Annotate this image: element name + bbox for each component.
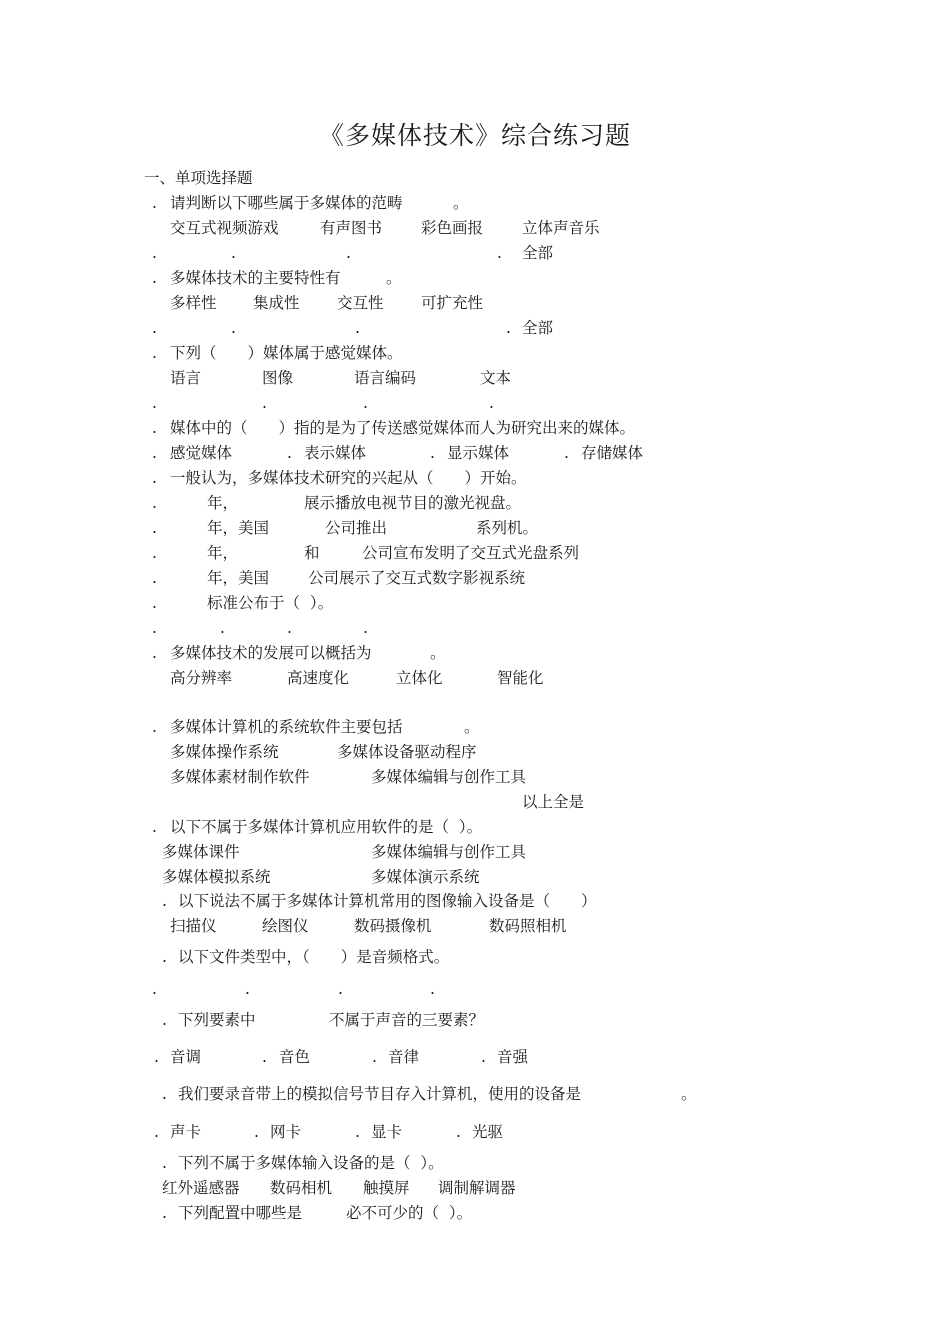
q14-item-2: 数码相机 — [270, 1179, 333, 1197]
q8-answer-all: 以上全是 — [522, 793, 585, 811]
q12-option-c: 音律 — [388, 1048, 420, 1066]
q13-option-c: 显卡 — [371, 1123, 403, 1141]
q5-option-a-year: 年， — [207, 494, 239, 512]
q9-item-3: 多媒体模拟系统 — [162, 868, 271, 886]
q13-option-d: 光驱 — [472, 1123, 504, 1141]
q4-option-b: 表示媒体 — [304, 444, 367, 462]
q4-option-c: 显示媒体 — [447, 444, 510, 462]
option-dot: . — [456, 1123, 461, 1141]
q5-option-c-year: 年， — [207, 544, 239, 562]
option-dot: . — [363, 394, 368, 412]
option-dot: . — [152, 619, 157, 637]
question-1-stem: 请判断以下哪些属于多媒体的范畴 — [170, 194, 403, 212]
q8-item-4: 多媒体编辑与创作工具 — [371, 768, 527, 786]
question-8-stem: 多媒体计算机的系统软件主要包括 — [170, 718, 403, 736]
question-15-stem-part2: 必不可少的（ ）。 — [346, 1204, 473, 1222]
question-12-stem-part2: 不属于声音的三要素？ — [329, 1011, 485, 1029]
question-number-dot: . — [162, 1154, 167, 1172]
question-13-end: 。 — [681, 1085, 697, 1103]
option-dot: . — [363, 619, 368, 637]
option-dot: . — [152, 519, 157, 537]
question-number-dot: . — [152, 818, 157, 836]
option-dot: . — [254, 1123, 259, 1141]
q1-item-1: 交互式视频游戏 — [170, 219, 279, 237]
option-dot: . — [152, 980, 157, 998]
q1-answer-all: 全部 — [522, 244, 554, 262]
question-number-dot: . — [162, 1011, 167, 1029]
q5-option-d-year: 年，美国 — [207, 569, 270, 587]
question-12-stem-part1: 下列要素中 — [178, 1011, 256, 1029]
q13-option-a: 声卡 — [170, 1123, 202, 1141]
question-number-dot: . — [152, 644, 157, 662]
page-title: 《多媒体技术》综合练习题 — [318, 121, 631, 150]
q8-item-2: 多媒体设备驱动程序 — [337, 743, 477, 761]
question-8-end: 。 — [464, 718, 480, 736]
option-dot: . — [287, 444, 292, 462]
option-dot: . — [231, 319, 236, 337]
question-number-dot: . — [152, 194, 157, 212]
option-dot: . — [152, 244, 157, 262]
q3-item-1: 语言 — [170, 369, 202, 387]
q2-item-2: 集成性 — [253, 294, 300, 312]
q5-option-b-company: 公司推出 — [325, 519, 388, 537]
question-number-dot: . — [152, 344, 157, 362]
q2-item-3: 交互性 — [337, 294, 384, 312]
question-1-end: 。 — [453, 194, 469, 212]
question-9-stem: 以下不属于多媒体计算机应用软件的是（ ）。 — [170, 818, 483, 836]
option-dot: . — [152, 569, 157, 587]
question-number-dot: . — [152, 419, 157, 437]
option-dot: . — [355, 1123, 360, 1141]
q3-item-4: 文本 — [480, 369, 512, 387]
q9-item-1: 多媒体课件 — [162, 843, 240, 861]
option-dot: . — [489, 394, 494, 412]
q8-item-3: 多媒体素材制作软件 — [170, 768, 310, 786]
question-10-stem: 以下说法不属于多媒体计算机常用的图像输入设备是（ ） — [178, 892, 597, 910]
q13-option-b: 网卡 — [270, 1123, 302, 1141]
question-2-end: 。 — [386, 269, 402, 287]
q12-option-a: 音调 — [170, 1048, 202, 1066]
option-dot: . — [231, 244, 236, 262]
q7-item-3: 立体化 — [396, 669, 443, 687]
option-dot: . — [506, 319, 511, 337]
option-dot: . — [430, 444, 435, 462]
q5-option-a-text: 展示播放电视节目的激光视盘。 — [304, 494, 522, 512]
q12-option-b: 音色 — [279, 1048, 311, 1066]
option-dot: . — [497, 244, 502, 262]
q10-item-4: 数码照相机 — [489, 917, 567, 935]
option-dot: . — [152, 494, 157, 512]
question-15-stem-part1: 下列配置中哪些是 — [178, 1204, 303, 1222]
question-number-dot: . — [152, 594, 157, 612]
option-dot: . — [346, 244, 351, 262]
q1-item-3: 彩色画报 — [421, 219, 484, 237]
q10-item-3: 数码摄像机 — [354, 917, 432, 935]
option-dot: . — [154, 1048, 159, 1066]
question-7-end: 。 — [430, 644, 446, 662]
q9-item-2: 多媒体编辑与创作工具 — [371, 843, 527, 861]
q5-option-d-text: 公司展示了交互式数字影视系统 — [308, 569, 526, 587]
option-dot: . — [481, 1048, 486, 1066]
question-11-stem: 以下文件类型中，（ ）是音频格式。 — [178, 948, 450, 966]
q5-option-b-series: 系列机。 — [476, 519, 539, 537]
option-dot: . — [152, 544, 157, 562]
question-number-dot: . — [162, 1204, 167, 1222]
question-number-dot: . — [152, 718, 157, 736]
q9-item-4: 多媒体演示系统 — [371, 868, 480, 886]
q5-option-b-year: 年，美国 — [207, 519, 270, 537]
option-dot: . — [262, 394, 267, 412]
question-7-stem: 多媒体技术的发展可以概括为 — [170, 644, 372, 662]
q4-option-a: 感觉媒体 — [170, 444, 233, 462]
option-dot: . — [287, 619, 292, 637]
q12-option-d: 音强 — [497, 1048, 529, 1066]
option-dot: . — [152, 319, 157, 337]
q5-option-c-text: 公司宣布发明了交互式光盘系列 — [362, 544, 580, 562]
q1-item-2: 有声图书 — [320, 219, 383, 237]
option-dot: . — [262, 1048, 267, 1066]
question-13-stem: 我们要录音带上的模拟信号节目存入计算机，使用的设备是 — [178, 1085, 582, 1103]
q2-item-1: 多样性 — [170, 294, 217, 312]
question-5-stem: 一般认为，多媒体技术研究的兴起从（ ）开始。 — [170, 469, 527, 487]
option-dot: . — [220, 619, 225, 637]
q7-item-4: 智能化 — [497, 669, 544, 687]
q7-item-2: 高速度化 — [287, 669, 350, 687]
q2-item-4: 可扩充性 — [421, 294, 484, 312]
question-number-dot: . — [162, 948, 167, 966]
option-dot: . — [152, 394, 157, 412]
option-dot: . — [372, 1048, 377, 1066]
section-heading: 一、单项选择题 — [144, 169, 253, 187]
question-number-dot: . — [152, 469, 157, 487]
question-number-dot: . — [162, 1085, 167, 1103]
question-number-dot: . — [152, 269, 157, 287]
option-dot: . — [154, 1123, 159, 1141]
option-dot: . — [564, 444, 569, 462]
q3-item-3: 语言编码 — [354, 369, 417, 387]
question-6-stem: 标准公布于（ ）。 — [207, 594, 334, 612]
option-dot: . — [338, 980, 343, 998]
question-4-stem: 媒体中的（ ）指的是为了传送感觉媒体而人为研究出来的媒体。 — [170, 419, 636, 437]
q3-item-2: 图像 — [262, 369, 294, 387]
question-2-stem: 多媒体技术的主要特性有 — [170, 269, 341, 287]
q14-item-1: 红外遥感器 — [162, 1179, 240, 1197]
q2-answer-all: 全部 — [522, 319, 554, 337]
question-14-stem: 下列不属于多媒体输入设备的是（ ）。 — [178, 1154, 444, 1172]
q1-item-4: 立体声音乐 — [522, 219, 600, 237]
question-3-stem: 下列（ ）媒体属于感觉媒体。 — [170, 344, 403, 362]
q10-item-1: 扫描仪 — [170, 917, 217, 935]
q4-option-d: 存储媒体 — [581, 444, 644, 462]
option-dot: . — [245, 980, 250, 998]
q14-item-3: 触摸屏 — [363, 1179, 410, 1197]
q5-option-c-and: 和 — [304, 544, 320, 562]
q8-item-1: 多媒体操作系统 — [170, 743, 279, 761]
option-dot: . — [355, 319, 360, 337]
q10-item-2: 绘图仪 — [262, 917, 309, 935]
option-dot: . — [152, 444, 157, 462]
option-dot: . — [430, 980, 435, 998]
q14-item-4: 调制解调器 — [438, 1179, 516, 1197]
q7-item-1: 高分辨率 — [170, 669, 233, 687]
question-number-dot: . — [162, 892, 167, 910]
